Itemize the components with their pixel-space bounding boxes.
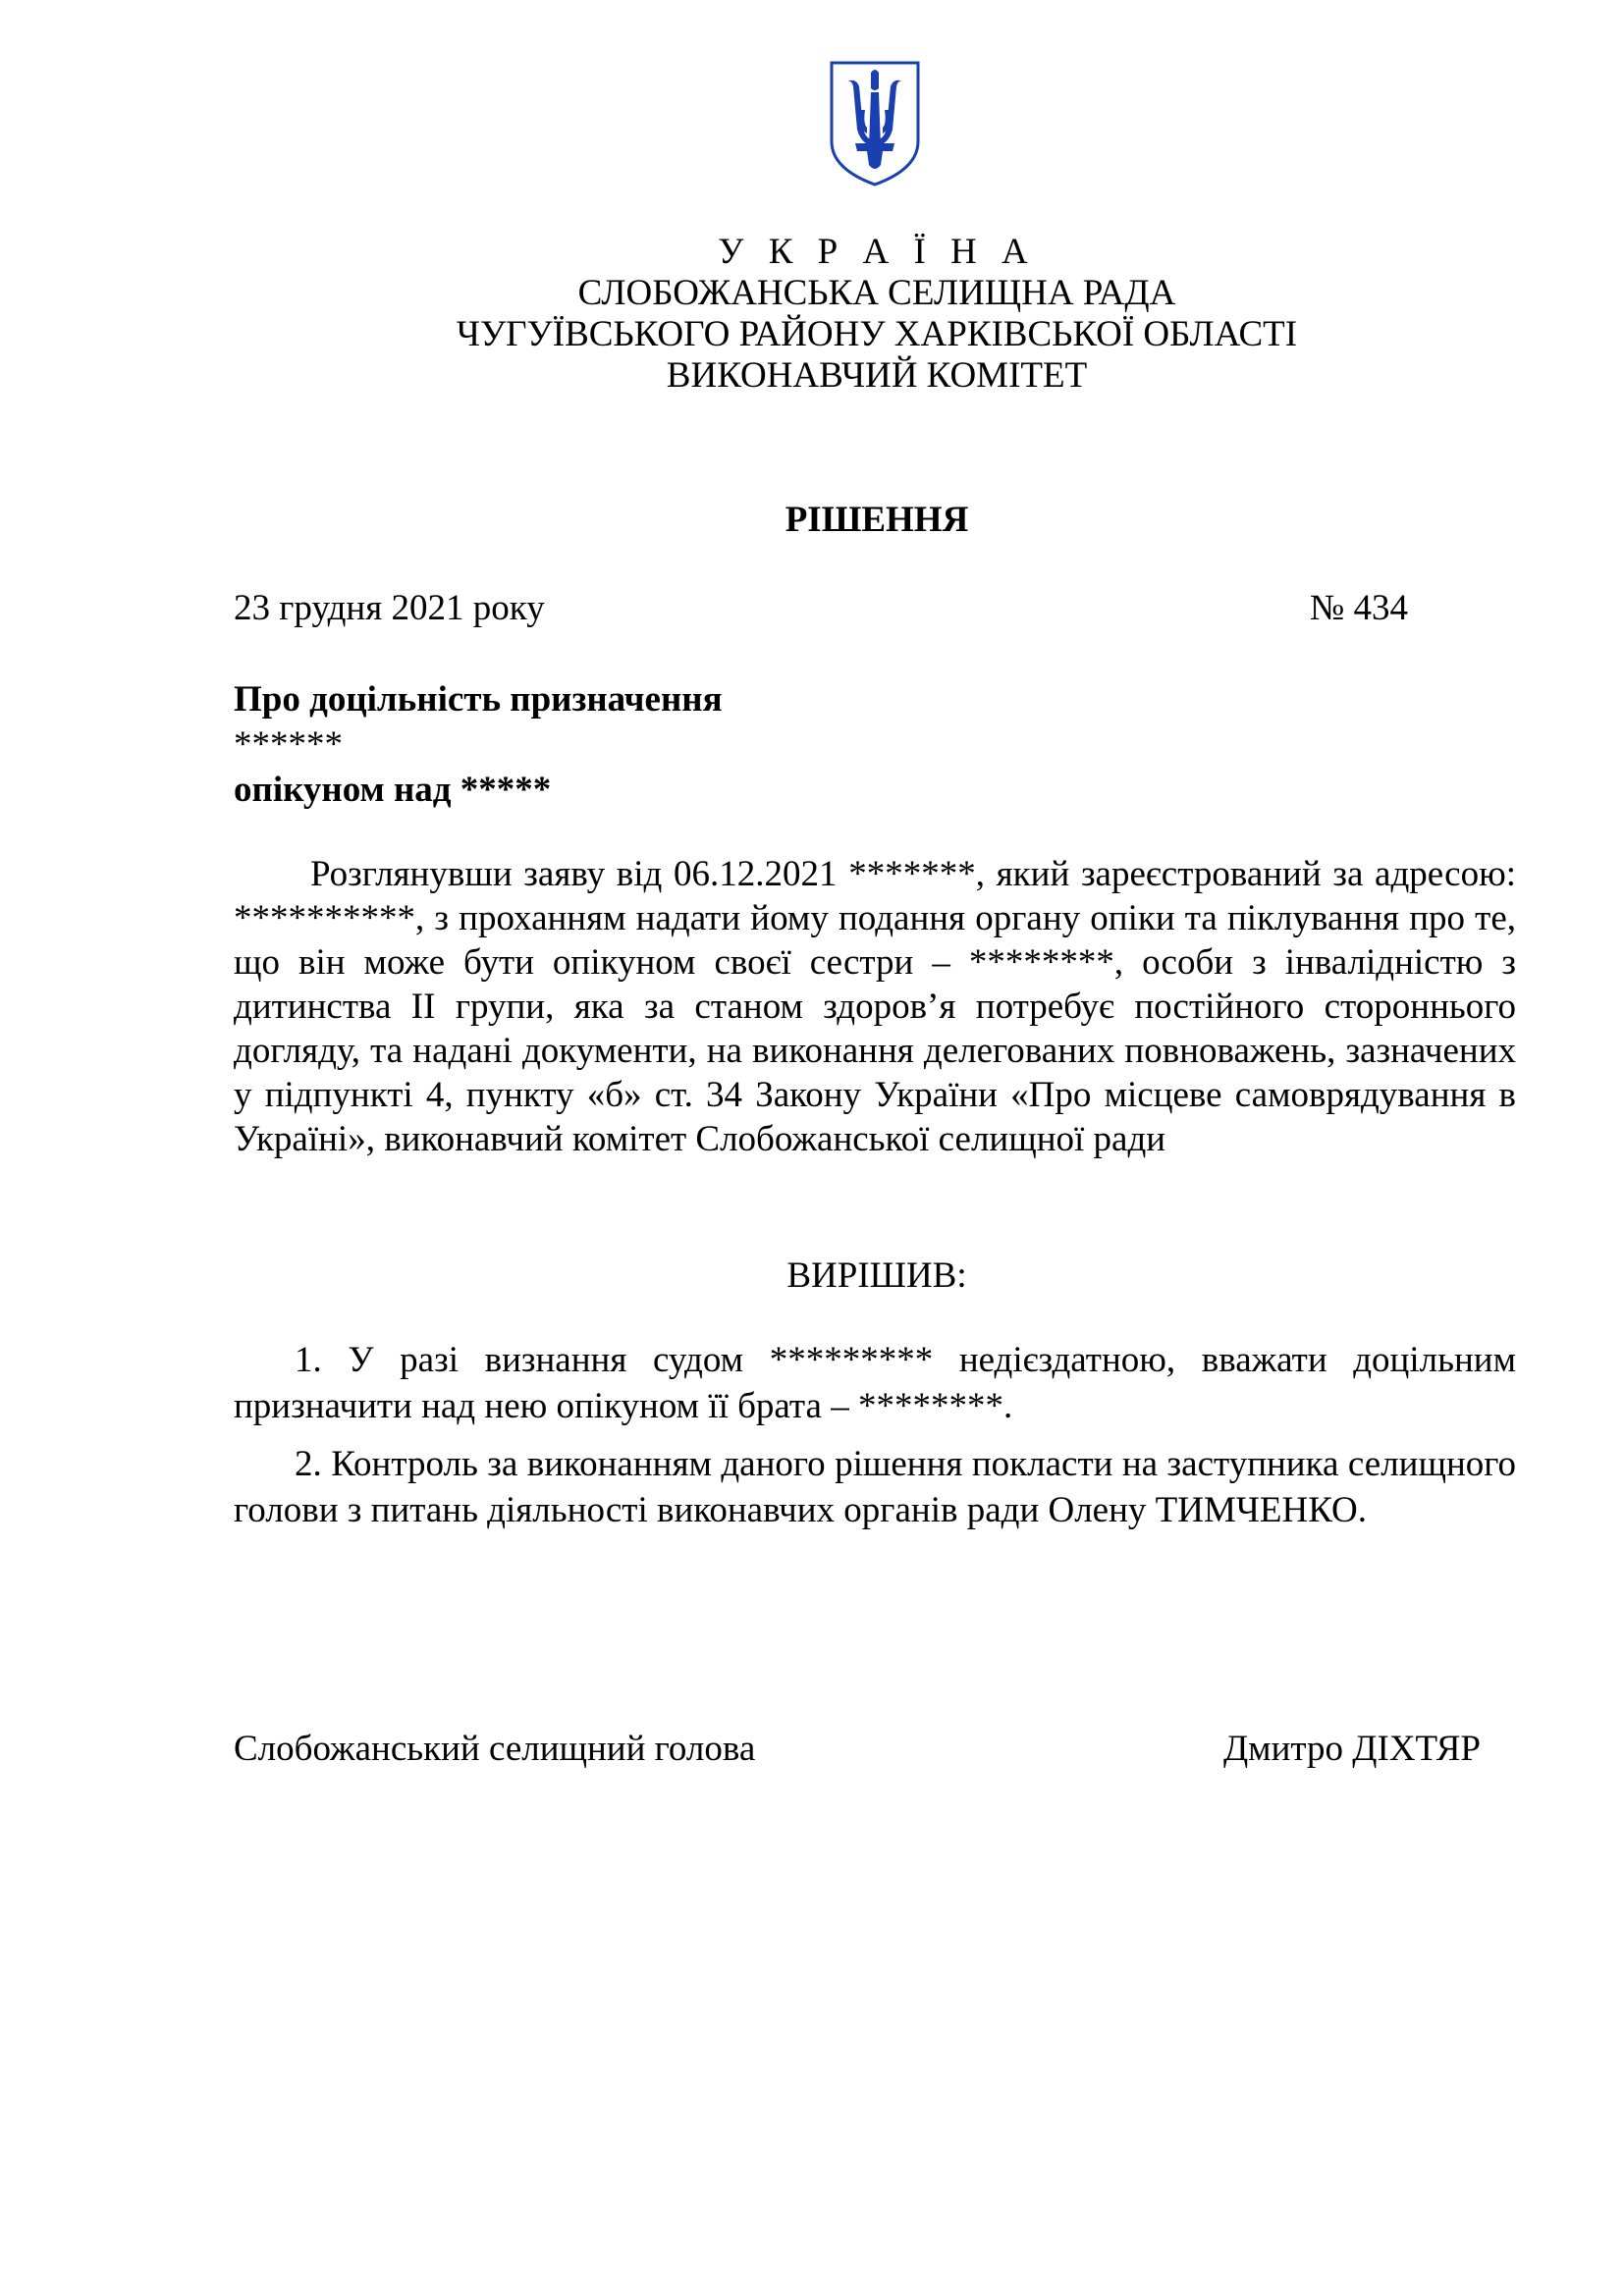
- header-council: СЛОБОЖАНСЬКА СЕЛИЩНА РАДА: [577, 273, 1176, 313]
- document-title: РІШЕННЯ: [785, 500, 969, 540]
- decision-item-2: 2. Контроль за виконанням даного рішення покласти на заступника селищного голови з питань діяльності виконавчих органів ради Олену ТИМЧЕНКО.: [234, 1444, 1516, 1530]
- header-district: ЧУГУЇВСЬКОГО РАЙОНУ ХАРКІВСЬКОЇ ОБЛАСТІ: [456, 314, 1298, 354]
- decision-item-1: 1. У разі визнання судом ********* недієздатною, вважати доцільним призначити над нею опікуном її брата – ********.: [234, 1340, 1516, 1426]
- header-country: У К Р А Ї Н А: [718, 232, 1036, 272]
- document-header: [0, 232, 1624, 397]
- subject-line-2: ******: [234, 724, 343, 765]
- document-subject: [234, 677, 1117, 813]
- signatory-position: Слобожанський селищний голова: [234, 1729, 756, 1769]
- subject-line-3: опікуном над *****: [234, 770, 552, 810]
- subject-line-1: Про доцільність призначення: [234, 679, 723, 720]
- document-date: 23 грудня 2021 року: [234, 588, 545, 628]
- ukraine-trident-icon: [828, 59, 922, 188]
- date-number-row: [234, 587, 1408, 629]
- signatory-name: Дмитро ДІХТЯР: [1222, 1729, 1481, 1769]
- header-committee: ВИКОНАВЧИЙ КОМІТЕТ: [666, 355, 1088, 396]
- preamble-paragraph: Розглянувши заяву від 06.12.2021 *******, який зареєстрований за адресою: **********, з проханням надати йому подання органу опіки та піклування про те, що він може бути опікуном своєї сестри – ********, особи з інвалідністю з дитинства ІІ групи, яка за станом здоров’я потребує постійного стороннього догляду, та надані документи, на виконання делегованих повноважень, зазначених у підпункті 4, пункту «б» ст. 34 Закону України «Про місцеве самоврядування в Україні», виконавчий комітет Слобожанської селищної ради: [234, 854, 1516, 1159]
- document-number: № 434: [1309, 588, 1408, 628]
- signature-block: [234, 1728, 1481, 1770]
- decided-heading: ВИРІШИВ:: [786, 1255, 967, 1296]
